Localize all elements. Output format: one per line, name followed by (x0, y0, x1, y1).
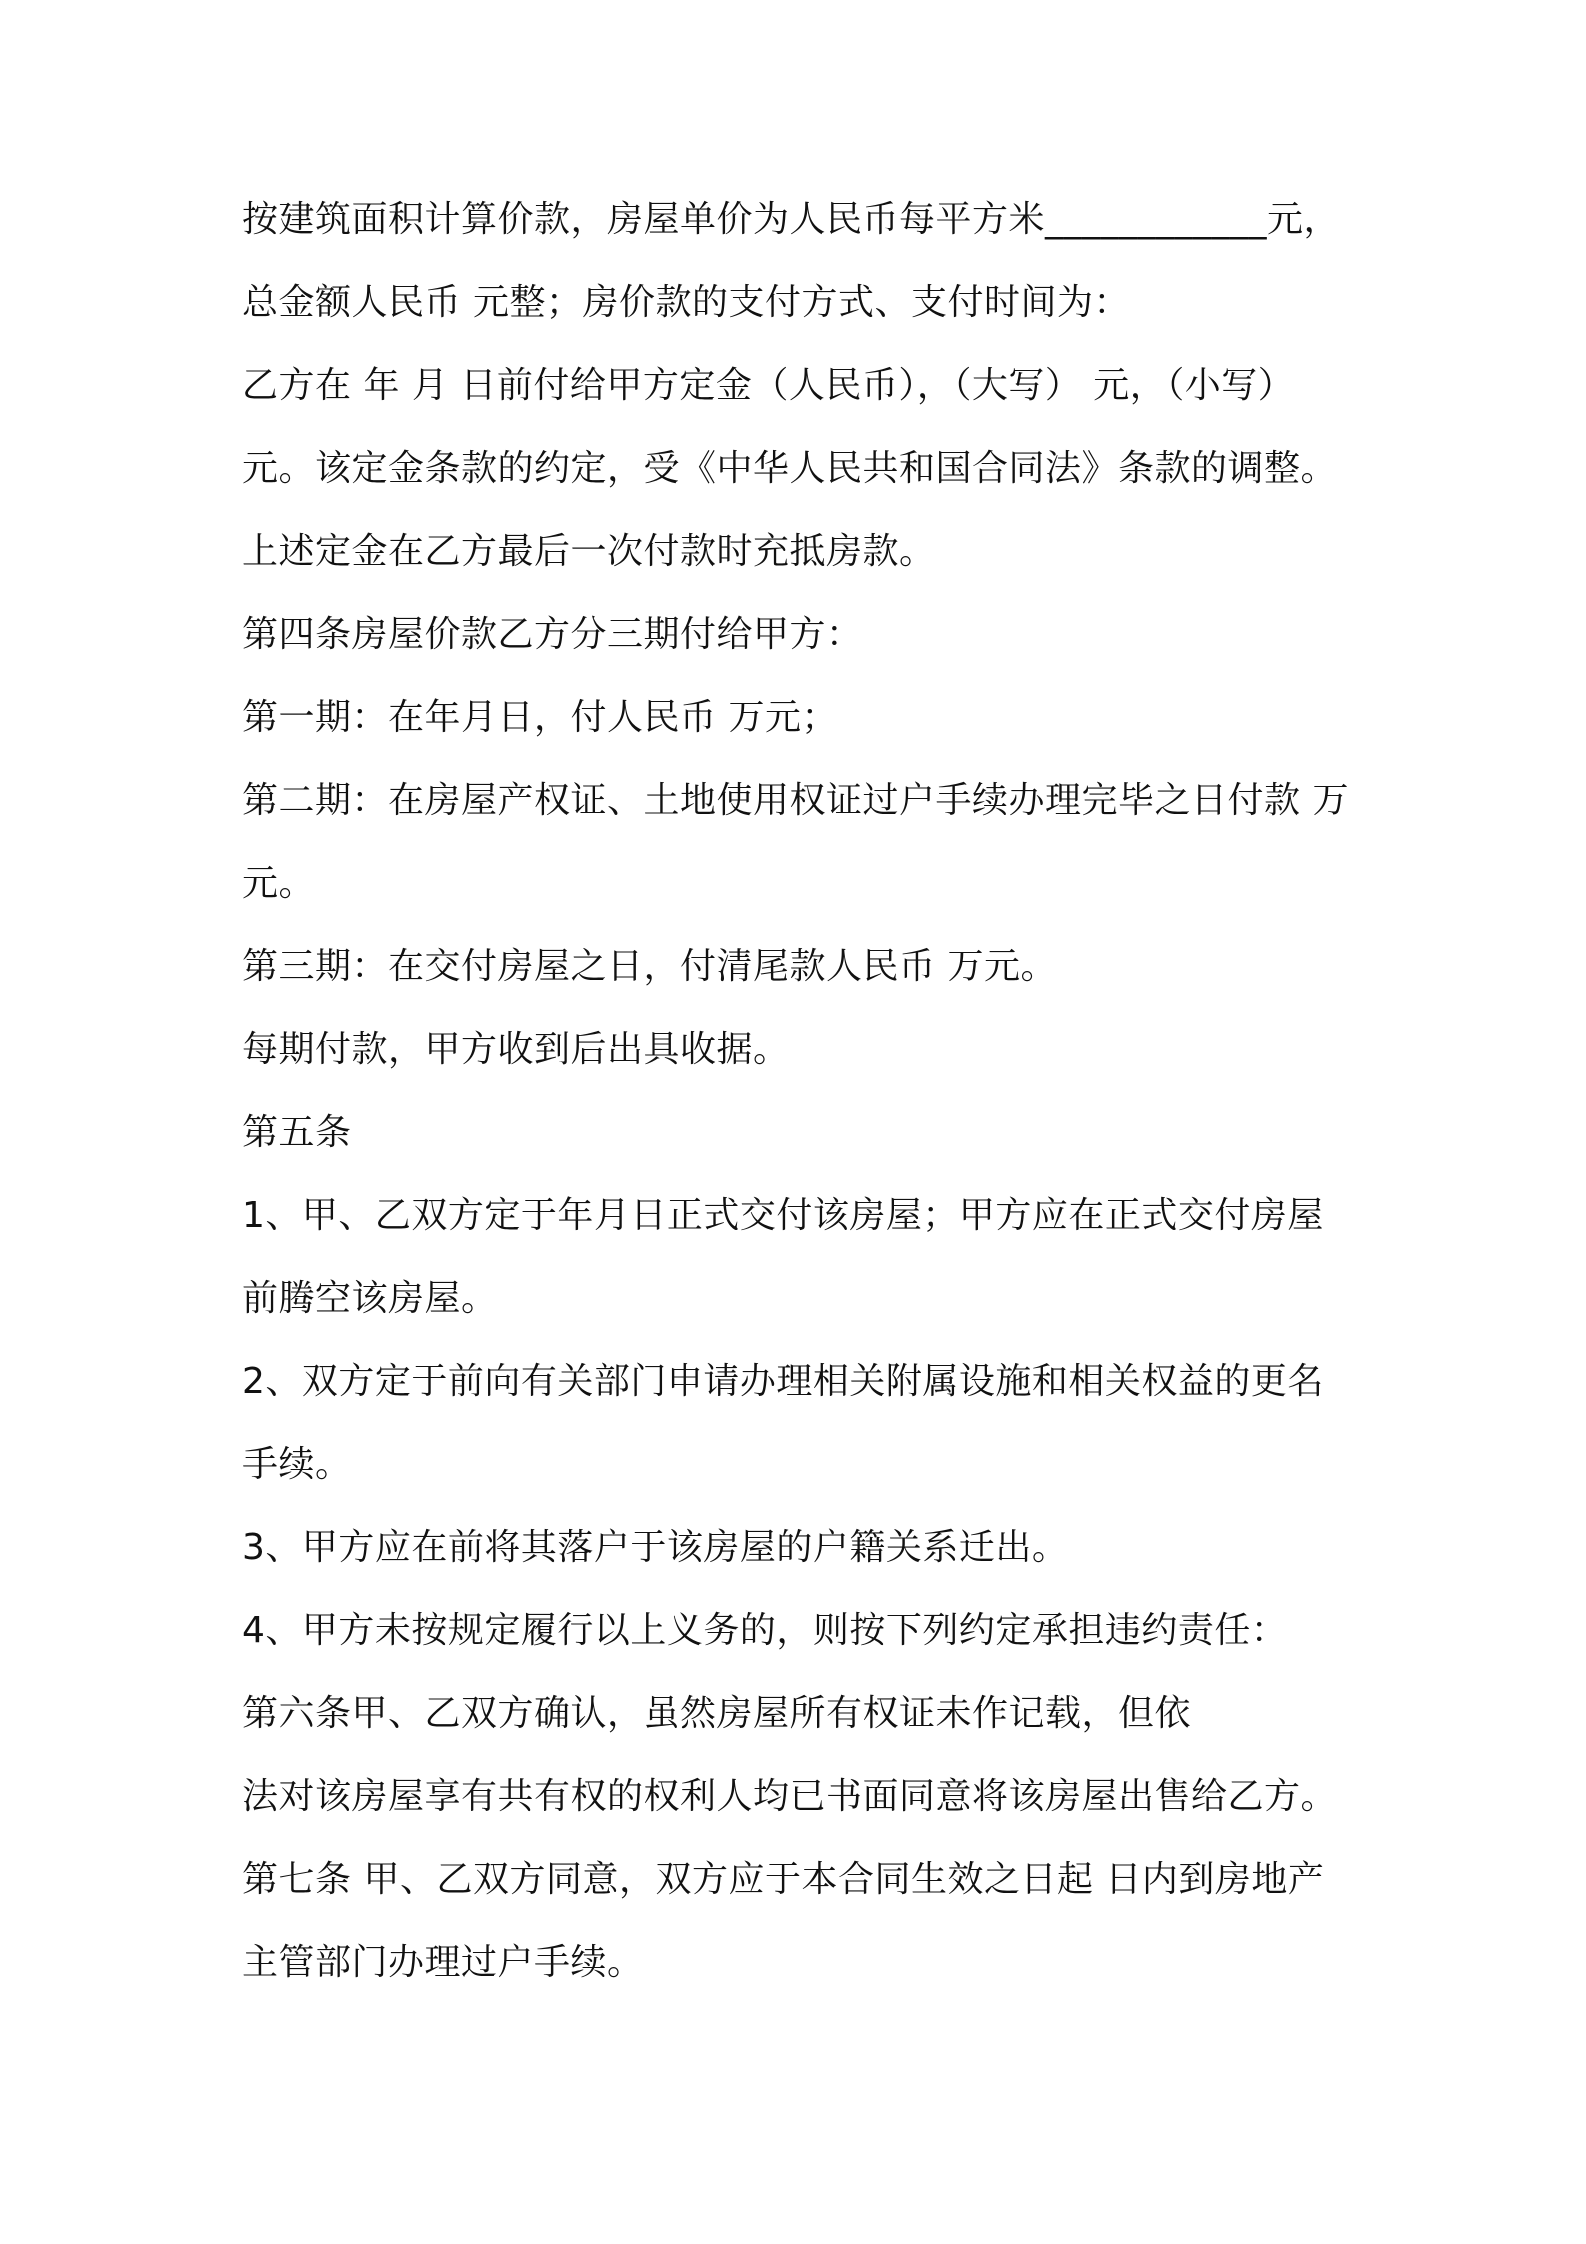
text-line-item-4: 4、甲方未按规定履行以上义务的，则按下列约定承担违约责任： (242, 1610, 1288, 1651)
article-7-line-1: 第七条 甲、乙双方同意，双方应于本合同生效之日起 日内到房地产 (242, 1859, 1325, 1900)
text-line-phase-2-cont: 元。 (242, 863, 316, 904)
article-5-heading: 第五条 (242, 1112, 352, 1153)
text-line-item-2: 2、双方定于前向有关部门申请办理相关附属设施和相关权益的更名 (242, 1361, 1324, 1402)
text-line-deposit-clause: 元。该定金条款的约定，受《中华人民共和国合同法》条款的调整。 (242, 448, 1338, 489)
text-line-item-1-cont: 前腾空该房屋。 (242, 1278, 498, 1319)
article-7-line-2: 主管部门办理过户手续。 (242, 1942, 644, 1983)
article-6-line-2: 法对该房屋享有共有权的权利人均已书面同意将该房屋出售给乙方。 (242, 1776, 1338, 1817)
article-6-line-1: 第六条甲、乙双方确认，虽然房屋所有权证未作记载，但依 (242, 1693, 1192, 1734)
text-line-phase-3: 第三期：在交付房屋之日，付清尾款人民币 万元。 (242, 946, 1057, 987)
article-4-heading: 第四条房屋价款乙方分三期付给甲方： (242, 614, 863, 655)
text-line-deposit: 乙方在 年 月 日前付给甲方定金（人民币），（大写） 元，（小写） (242, 365, 1295, 406)
text-line-receipt: 每期付款，甲方收到后出具收据。 (242, 1029, 790, 1070)
text-line-price-unit: 按建筑面积计算价款，房屋单价为人民币每平方米____________元， (242, 199, 1341, 240)
text-line-item-1: 1、甲、乙双方定于年月日正式交付该房屋；甲方应在正式交付房屋 (242, 1195, 1324, 1236)
text-line-deposit-offset: 上述定金在乙方最后一次付款时充抵房款。 (242, 531, 936, 572)
text-line-item-3: 3、甲方应在前将其落户于该房屋的户籍关系迁出。 (242, 1527, 1069, 1568)
text-line-phase-2: 第二期：在房屋产权证、土地使用权证过户手续办理完毕之日付款 万 (242, 780, 1349, 821)
text-line-total-amount: 总金额人民币 元整；房价款的支付方式、支付时间为： (242, 282, 1130, 323)
text-line-phase-1: 第一期：在年月日，付人民币 万元； (242, 697, 838, 738)
text-line-item-2-cont: 手续。 (242, 1444, 352, 1485)
